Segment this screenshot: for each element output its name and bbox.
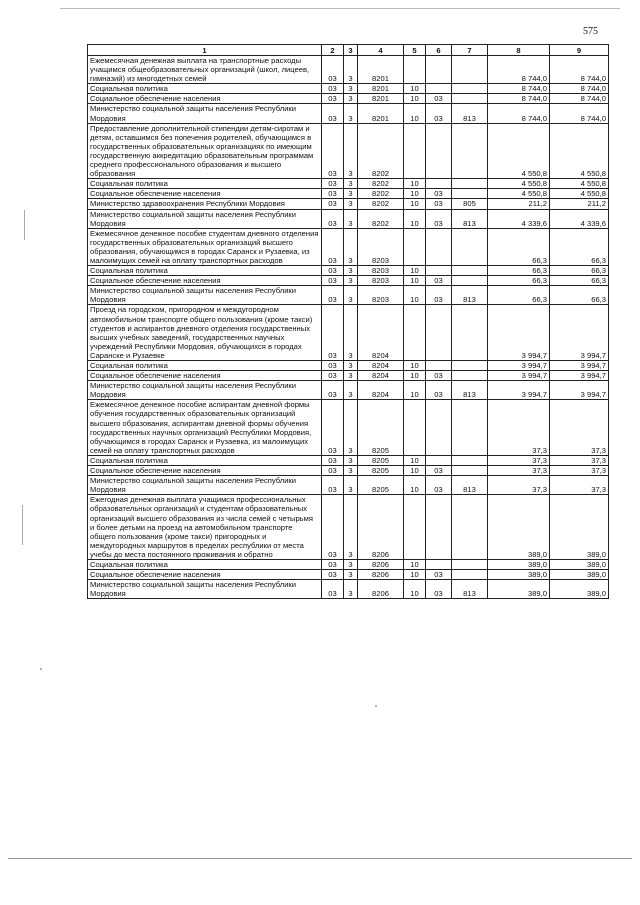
row-name-cell: Социальное обеспечение населения [88,94,322,104]
row-value-cell [452,179,488,189]
row-value-cell: 03 [426,570,452,580]
row-value-cell: 10 [404,455,426,465]
row-value-cell [404,56,426,84]
row-value-cell: 03 [322,209,344,228]
row-value-cell: 03 [426,199,452,209]
row-value-cell: 3 994,7 [488,305,550,361]
row-value-cell: 03 [322,179,344,189]
row-value-cell [452,276,488,286]
row-value-cell: 10 [404,466,426,476]
table-row [88,266,609,276]
row-value-cell: 8204 [358,361,404,371]
row-value-cell: 03 [322,580,344,599]
row-value-cell [452,495,488,560]
row-value-cell: 03 [426,209,452,228]
row-value-cell: 03 [322,559,344,569]
row-value-cell: 66,3 [488,228,550,265]
table-row [88,189,609,199]
row-value-cell: 66,3 [488,286,550,305]
table-header-row [88,45,609,56]
row-value-cell: 211,2 [550,199,609,209]
row-value-cell: 03 [322,266,344,276]
row-value-cell: 4 550,8 [488,189,550,199]
row-value-cell [426,84,452,94]
row-name-cell: Социальное обеспечение населения [88,466,322,476]
table-row [88,361,609,371]
row-value-cell [404,495,426,560]
row-name-cell: Социальное обеспечение населения [88,276,322,286]
row-value-cell: 4 550,8 [550,189,609,199]
row-name-cell: Министерство социальной защиты населения Республики Мордовия [88,104,322,123]
row-value-cell: 37,3 [550,400,609,456]
row-value-cell [452,228,488,265]
row-value-cell: 3 [344,209,358,228]
row-value-cell: 37,3 [488,476,550,495]
row-value-cell: 813 [452,209,488,228]
row-value-cell: 03 [322,276,344,286]
row-value-cell: 8205 [358,466,404,476]
row-value-cell: 3 [344,371,358,381]
row-value-cell [426,305,452,361]
row-value-cell: 8206 [358,570,404,580]
row-value-cell [426,266,452,276]
row-value-cell: 37,3 [550,455,609,465]
row-name-cell: Министерство социальной защиты населения Республики Мордовия [88,286,322,305]
row-value-cell: 10 [404,104,426,123]
table-row [88,286,609,305]
row-value-cell: 10 [404,371,426,381]
row-value-cell: 37,3 [550,466,609,476]
row-value-cell: 8 744,0 [488,84,550,94]
row-name-cell: Социальная политика [88,266,322,276]
row-value-cell [426,123,452,179]
row-value-cell: 03 [426,371,452,381]
row-value-cell: 389,0 [488,495,550,560]
scan-speck [40,668,42,670]
row-value-cell: 10 [404,94,426,104]
row-value-cell: 3 994,7 [488,381,550,400]
row-value-cell [452,56,488,84]
row-value-cell: 03 [322,570,344,580]
row-value-cell: 8202 [358,189,404,199]
row-value-cell: 03 [322,189,344,199]
row-value-cell [452,94,488,104]
row-value-cell: 8206 [358,580,404,599]
row-value-cell [426,400,452,456]
row-value-cell: 10 [404,570,426,580]
row-value-cell: 10 [404,209,426,228]
row-value-cell: 211,2 [488,199,550,209]
column-header: 8 [488,45,550,56]
row-value-cell: 8 744,0 [550,56,609,84]
row-value-cell: 3 [344,455,358,465]
row-value-cell: 8202 [358,179,404,189]
row-value-cell [426,559,452,569]
budget-table [87,44,609,599]
row-value-cell: 813 [452,381,488,400]
row-value-cell [426,228,452,265]
row-value-cell [452,559,488,569]
row-value-cell: 3 994,7 [488,371,550,381]
row-value-cell: 37,3 [488,455,550,465]
scan-speck [375,705,377,707]
row-name-cell: Ежемесячная денежная выплата на транспортные расходы учащимся общеобразовательных организаций (школ, лицеев, гимназий) из многодетных семей [88,56,322,84]
column-header: 4 [358,45,404,56]
row-value-cell: 8206 [358,559,404,569]
row-value-cell: 389,0 [550,570,609,580]
row-name-cell: Предоставление дополнительной стипендии детям-сиротам и детям, оставшимся без попечения родителей, обучающимся в государственных образовательных организациях по имеющим государственную аккредитацию образовательным программам среднего профессионального образования и высшего образования [88,123,322,179]
table-row [88,580,609,599]
row-value-cell: 8202 [358,123,404,179]
row-value-cell: 389,0 [550,559,609,569]
row-value-cell: 4 550,8 [550,179,609,189]
row-value-cell: 8201 [358,56,404,84]
row-value-cell: 8 744,0 [550,94,609,104]
row-value-cell: 66,3 [550,228,609,265]
row-value-cell: 3 [344,466,358,476]
row-value-cell [452,305,488,361]
row-value-cell: 813 [452,104,488,123]
row-value-cell: 3 [344,189,358,199]
row-value-cell: 8 744,0 [550,104,609,123]
column-header: 5 [404,45,426,56]
row-value-cell: 10 [404,476,426,495]
row-value-cell: 3 [344,228,358,265]
row-value-cell: 8 744,0 [488,94,550,104]
row-value-cell: 8203 [358,228,404,265]
row-value-cell: 8203 [358,276,404,286]
row-value-cell: 03 [426,94,452,104]
row-value-cell: 4 339,6 [488,209,550,228]
row-name-cell: Социальное обеспечение населения [88,371,322,381]
top-scan-line [60,8,620,9]
row-value-cell: 66,3 [550,286,609,305]
row-value-cell: 10 [404,286,426,305]
row-value-cell: 66,3 [488,266,550,276]
row-name-cell: Социальная политика [88,179,322,189]
row-value-cell: 3 [344,495,358,560]
row-value-cell: 389,0 [488,570,550,580]
row-value-cell [404,400,426,456]
row-value-cell: 10 [404,580,426,599]
row-value-cell: 03 [322,371,344,381]
table-row [88,455,609,465]
row-value-cell: 4 550,8 [488,123,550,179]
row-value-cell [426,495,452,560]
row-value-cell: 10 [404,381,426,400]
row-value-cell: 3 [344,381,358,400]
table-row [88,179,609,189]
table-row [88,495,609,560]
row-value-cell: 10 [404,84,426,94]
row-value-cell [452,400,488,456]
row-value-cell: 10 [404,189,426,199]
row-value-cell: 813 [452,286,488,305]
row-value-cell: 8204 [358,305,404,361]
table-row [88,84,609,94]
row-value-cell: 03 [322,286,344,305]
row-value-cell: 8205 [358,476,404,495]
row-value-cell [452,455,488,465]
row-value-cell [452,84,488,94]
row-value-cell: 3 [344,84,358,94]
row-value-cell: 8 744,0 [550,84,609,94]
row-value-cell: 8202 [358,209,404,228]
row-value-cell: 03 [322,94,344,104]
row-value-cell: 3 [344,56,358,84]
row-value-cell: 8201 [358,104,404,123]
row-value-cell [452,266,488,276]
row-value-cell [452,361,488,371]
row-value-cell: 8203 [358,266,404,276]
row-name-cell: Ежегодная денежная выплата учащимся профессиональных образовательных организаций и студентам образовательных организаций высшего образования из числа семей с четырьмя и более детьми на проезд на автомобильном транспорте общего пользования (кроме такси) пригородных и междугородных маршрутов в пределах республики от места учебы до места постоянного проживания и обратно [88,495,322,560]
table-row [88,371,609,381]
row-value-cell: 389,0 [488,580,550,599]
row-value-cell: 4 339,6 [550,209,609,228]
row-name-cell: Социальное обеспечение населения [88,189,322,199]
row-value-cell: 3 [344,580,358,599]
row-value-cell: 03 [426,476,452,495]
row-value-cell: 10 [404,199,426,209]
row-value-cell: 03 [322,466,344,476]
row-value-cell: 03 [322,495,344,560]
row-name-cell: Министерство социальной защиты населения Республики Мордовия [88,381,322,400]
row-value-cell: 10 [404,266,426,276]
row-value-cell: 10 [404,276,426,286]
row-name-cell: Социальная политика [88,559,322,569]
table-row [88,209,609,228]
row-value-cell: 8204 [358,381,404,400]
row-value-cell [404,305,426,361]
table-row [88,476,609,495]
row-value-cell: 389,0 [550,495,609,560]
table-row [88,104,609,123]
row-value-cell: 3 [344,361,358,371]
row-value-cell: 03 [322,84,344,94]
table-row [88,570,609,580]
row-value-cell: 03 [426,580,452,599]
table-row [88,466,609,476]
row-value-cell: 3 [344,266,358,276]
row-value-cell: 8 744,0 [488,104,550,123]
row-value-cell: 805 [452,199,488,209]
row-value-cell: 3 994,7 [488,361,550,371]
row-value-cell [452,466,488,476]
table-row [88,56,609,84]
row-value-cell: 03 [322,476,344,495]
row-value-cell: 66,3 [488,276,550,286]
table-row [88,228,609,265]
row-name-cell: Проезд на городском, пригородном и междугородном автомобильном транспорте общего пользования (кроме такси) студентов и аспирантов дневного отделения государственных высших учебных заведений, государственных научных учреждений Республики Мордовия, обучающихся в городах Саранске и Рузаевке [88,305,322,361]
row-name-cell: Ежемесячное денежное пособие студентам дневного отделения государственных образовательных организаций высшего образования, обучающимся в городах Саранск и Рузаевка, из малоимущих семей на оплату транспортных расходов [88,228,322,265]
row-value-cell: 389,0 [550,580,609,599]
row-value-cell: 389,0 [488,559,550,569]
row-value-cell [404,123,426,179]
table-row [88,94,609,104]
row-value-cell: 10 [404,559,426,569]
row-value-cell [426,56,452,84]
row-value-cell: 3 [344,104,358,123]
row-value-cell: 3 [344,559,358,569]
row-value-cell: 3 994,7 [550,361,609,371]
row-value-cell: 8 744,0 [488,56,550,84]
row-value-cell: 03 [426,276,452,286]
row-value-cell: 8202 [358,199,404,209]
row-value-cell [426,361,452,371]
table-row [88,199,609,209]
column-header: 2 [322,45,344,56]
row-value-cell: 813 [452,476,488,495]
row-name-cell: Министерство социальной защиты населения Республики Мордовия [88,580,322,599]
left-margin-mark [24,210,25,240]
row-value-cell: 03 [322,228,344,265]
row-value-cell: 8205 [358,400,404,456]
column-header: 1 [88,45,322,56]
row-value-cell: 03 [322,104,344,123]
row-name-cell: Министерство здравоохранения Республики Мордовия [88,199,322,209]
row-value-cell [404,228,426,265]
row-value-cell: 03 [426,466,452,476]
row-value-cell: 37,3 [550,476,609,495]
row-value-cell: 03 [322,56,344,84]
row-value-cell: 03 [426,189,452,199]
row-value-cell: 3 994,7 [550,381,609,400]
table-row [88,276,609,286]
row-value-cell: 03 [426,286,452,305]
row-value-cell: 3 [344,276,358,286]
column-header: 3 [344,45,358,56]
table-row [88,123,609,179]
row-value-cell [426,455,452,465]
row-value-cell: 3 [344,476,358,495]
row-value-cell: 03 [322,361,344,371]
row-value-cell: 03 [322,123,344,179]
row-value-cell [452,570,488,580]
row-value-cell [452,189,488,199]
table-row [88,559,609,569]
row-value-cell: 8205 [358,455,404,465]
table-body [88,56,609,599]
row-value-cell: 3 [344,179,358,189]
bottom-scan-line [8,858,632,859]
column-header: 6 [426,45,452,56]
row-value-cell: 813 [452,580,488,599]
page-number: 575 [583,26,598,37]
row-value-cell: 3 [344,570,358,580]
row-value-cell: 03 [426,381,452,400]
row-value-cell: 10 [404,179,426,189]
row-name-cell: Социальное обеспечение населения [88,570,322,580]
row-value-cell: 03 [322,455,344,465]
row-value-cell: 03 [322,381,344,400]
row-value-cell: 03 [322,199,344,209]
row-value-cell: 3 994,7 [550,371,609,381]
row-value-cell: 03 [322,305,344,361]
table-row [88,381,609,400]
row-value-cell: 3 [344,123,358,179]
row-value-cell: 37,3 [488,400,550,456]
row-value-cell: 4 550,8 [488,179,550,189]
row-name-cell: Министерство социальной защиты населения Республики Мордовия [88,476,322,495]
row-value-cell: 03 [322,400,344,456]
row-value-cell: 8203 [358,286,404,305]
table-row [88,400,609,456]
row-value-cell [452,123,488,179]
row-value-cell: 3 [344,400,358,456]
row-name-cell: Ежемесячное денежное пособие аспирантам дневной формы обучения государственных образовательных организаций высшего образования, аспирантам дневной формы обучения государственных научных организаций Республики Мордовия, обучающимся в городах Саранск и Рузаевка, из малоимущих семей на оплату транспортных расходов [88,400,322,456]
row-value-cell: 3 [344,199,358,209]
row-name-cell: Министерство социальной защиты населения Республики Мордовия [88,209,322,228]
column-header: 7 [452,45,488,56]
column-header: 9 [550,45,609,56]
row-value-cell: 8204 [358,371,404,381]
row-value-cell: 3 994,7 [550,305,609,361]
row-value-cell: 3 [344,305,358,361]
row-value-cell: 10 [404,361,426,371]
row-value-cell: 37,3 [488,466,550,476]
row-value-cell: 03 [426,104,452,123]
row-value-cell [426,179,452,189]
row-value-cell: 3 [344,94,358,104]
row-value-cell: 8201 [358,94,404,104]
row-value-cell [452,371,488,381]
left-margin-mark [22,505,23,545]
row-value-cell: 8206 [358,495,404,560]
row-name-cell: Социальная политика [88,84,322,94]
row-name-cell: Социальная политика [88,455,322,465]
row-name-cell: Социальная политика [88,361,322,371]
row-value-cell: 3 [344,286,358,305]
row-value-cell: 8201 [358,84,404,94]
row-value-cell: 66,3 [550,266,609,276]
row-value-cell: 4 550,8 [550,123,609,179]
table-row [88,305,609,361]
row-value-cell: 66,3 [550,276,609,286]
